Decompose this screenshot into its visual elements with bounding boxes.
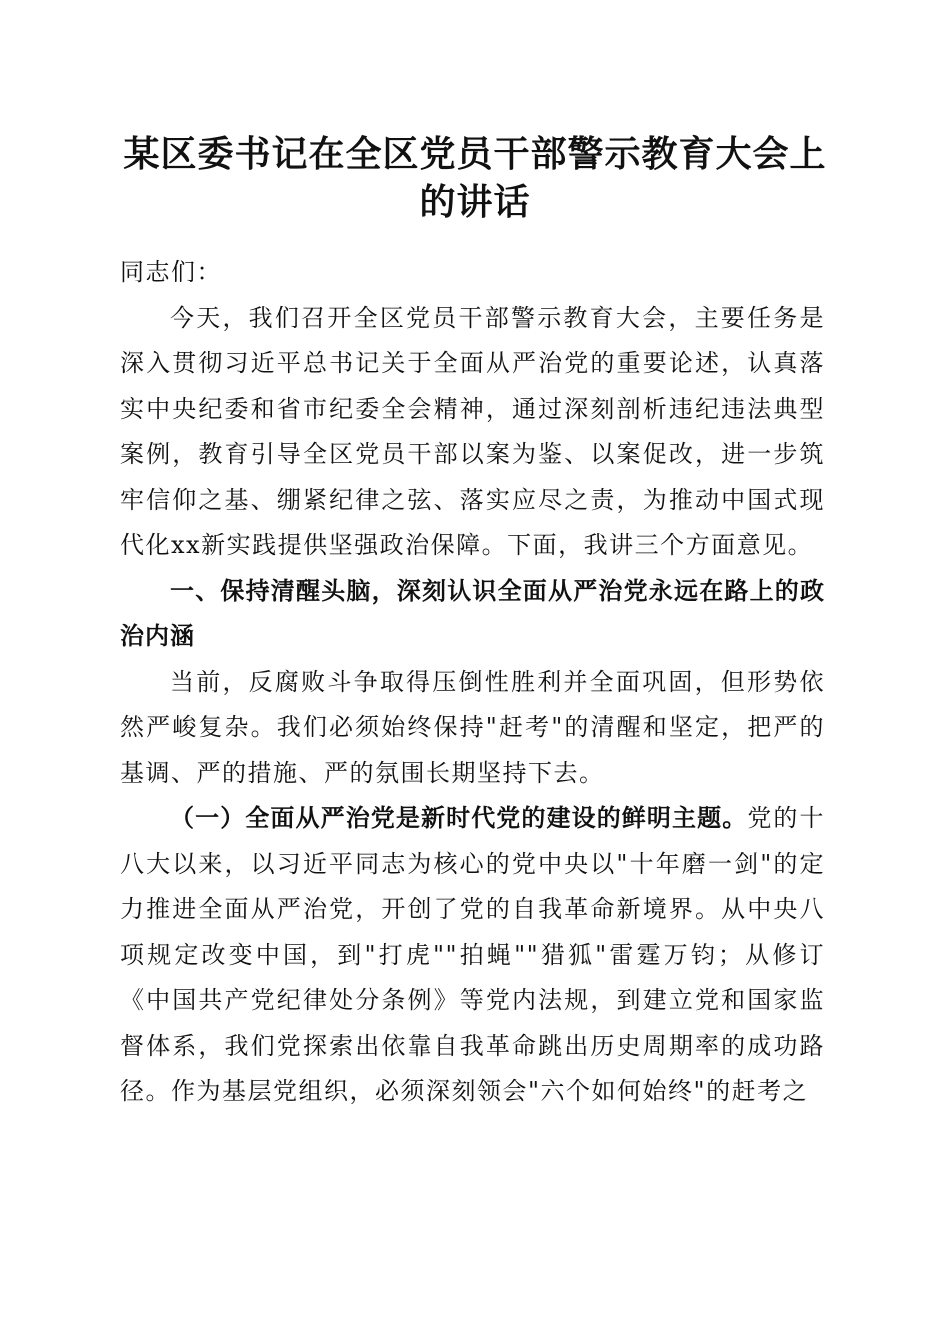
document-title: 某区委书记在全区党员干部警示教育大会上的讲话	[123, 133, 827, 223]
section-1-paragraph: 当前，反腐败斗争取得压倒性胜利并全面巩固，但形势依然严峻复杂。我们必须始终保持"赶考"的清醒和坚定，把严的基调、严的措施、严的氛围长期坚持下去。	[120, 667, 825, 787]
salutation: 同志们：	[120, 258, 222, 286]
opening-paragraph: 今天，我们召开全区党员干部警示教育大会，主要任务是深入贯彻习近平总书记关于全面从严治党的重要论述，认真落实中央纪委和省市纪委全会精神，通过深刻剖析违纪违法典型案例，教育引导全区党员干部以案为鉴、以案促改，进一步筑牢信仰之基、绷紧纪律之弦、落实应尽之责，为推动中国式现代化xx新实践提供坚强政治保障。下面，我讲三个方面意见。	[120, 303, 825, 559]
subsection-1-paragraph	[120, 796, 825, 1115]
document-body	[120, 250, 825, 1115]
subsection-1-text: 党的十八大以来，以习近平同志为核心的党中央以"十年磨一剑"的定力推进全面从严治党，开创了党的自我革命新境界。从中央八项规定改变中国，到"打虎""拍蝇""猎狐"雷霆万钧；从修订《中国共产党纪律处分条例》等党内法规，到建立党和国家监督体系，我们党探索出依靠自我革命跳出历史周期率的成功路径。作为基层党组织，必须深刻领会"六个如何始终"的赶考之	[120, 804, 826, 1105]
section-heading-1: 一、保持清醒头脑，深刻认识全面从严治党永远在路上的政治内涵	[120, 576, 825, 650]
subsection-heading-1: （一）全面从严治党是新时代党的建设的鲜明主题。	[170, 804, 748, 832]
